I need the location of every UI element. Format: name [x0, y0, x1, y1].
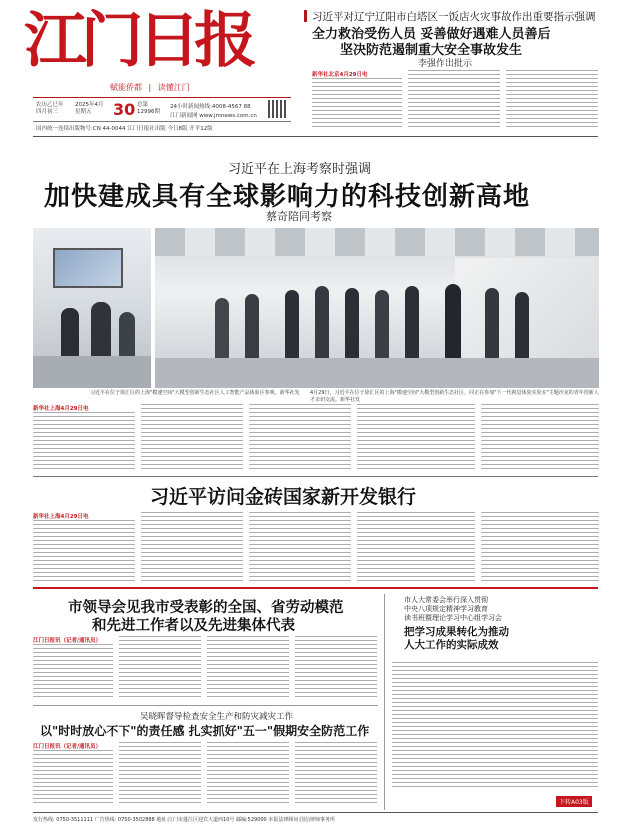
top-story-headline-1: 全力救治受伤人员 妥善做好遇难人员善后 [312, 27, 551, 42]
lead-photo-left [33, 228, 151, 388]
safety-col-3 [207, 742, 289, 806]
masthead-slogan: 赋能侨都 | 读懂江门 [110, 83, 190, 92]
safety-col-4 [295, 742, 377, 806]
masthead-title: 江门日报 [24, 6, 251, 76]
date-bar-divider [33, 121, 291, 122]
meeting-col-3 [207, 636, 289, 700]
publish-line: 国内统一连续出版物号:CN 44-0044 江门日报社出版 今日8版 开平12版 [36, 126, 213, 132]
lead-col-2 [141, 404, 243, 470]
side-headline: 把学习成果转化为推动 人大工作的实际成效 [404, 626, 509, 651]
lead-col-5 [481, 404, 599, 470]
photo-table [33, 356, 151, 388]
lead-photo-right [155, 228, 599, 388]
issue-number: 总第 12996期 [137, 102, 160, 115]
visit-col-2 [141, 512, 243, 582]
photo-figure [245, 294, 259, 362]
side-col-1 [392, 662, 598, 790]
solar-date: 2025年4月 星期五 [75, 102, 104, 115]
top-story-kicker: 习近平对辽宁辽阳市白塔区一饭店火灾事故作出重要指示强调 [312, 11, 596, 23]
visit-headline: 习近平访问金砖国家新开发银行 [150, 486, 417, 508]
lead-sub: 蔡奇陪同考察 [266, 210, 332, 223]
photo-figure [315, 286, 329, 360]
meeting-col-4 [295, 636, 377, 700]
visit-col-1 [33, 520, 135, 582]
visit-col-5 [481, 512, 599, 582]
photo-figure [215, 298, 229, 362]
photo-screen [53, 248, 123, 288]
photo-figure [485, 288, 499, 362]
lead-headline: 加快建成具有全球影响力的科技创新高地 [44, 182, 531, 212]
lead-col-4 [357, 404, 475, 470]
safety-col-2 [119, 742, 201, 806]
day-number: 30 [113, 100, 136, 119]
lead-col-1 [33, 412, 135, 470]
meeting-headline-1: 市领导会见我市受表彰的全国、省劳动模范 [68, 599, 344, 616]
top-story-sub: 李强作出批示 [418, 59, 473, 69]
meeting-headline-2: 和先进工作者以及先进集体代表 [92, 617, 295, 634]
visit-dateline: 新华社上海4月29日电 [33, 514, 89, 520]
side-column-divider [384, 594, 385, 810]
photo-figure [405, 286, 419, 360]
footer-text: 发行热线: 0750-3511111 广告热线: 0750-3502888 地址:江门市蓬江区迎宾大道西10号 邮编:529000 本报法律顾问:国信律师事务所 [33, 817, 336, 823]
photo-floor [155, 358, 599, 388]
safety-kicker: 吴晓晖督导检查安全生产和防灾减灾工作 [140, 712, 294, 722]
lead-kicker: 习近平在上海考察时强调 [228, 162, 372, 177]
visit-col-3 [249, 512, 351, 582]
top-story-dateline: 新华社北京4月29日电 [312, 72, 368, 78]
meeting-dateline: 江门日报讯（记者/通讯员） [33, 638, 102, 644]
top-story-mark [304, 10, 307, 22]
meeting-col-1 [33, 644, 113, 700]
safety-col-1 [33, 750, 113, 806]
side-turn[interactable]: 下转A03版 [556, 796, 592, 807]
photo-figure [285, 290, 299, 360]
photo-figure [345, 288, 359, 360]
footer-divider [33, 812, 598, 813]
top-story-col-2 [408, 70, 500, 128]
lead-caption-right: 4月29日，习近平在位于徐汇区的上海"模速空间"大模型创新生态社区，同正在参加"下一代视觉体验实验室"主题沙龙的青年创新人才亲切交流。新华社发 [310, 390, 599, 403]
lead-col-3 [249, 404, 351, 470]
section-divider-2 [33, 476, 598, 477]
top-story-col-1 [312, 78, 402, 128]
lead-caption-left: 习近平在位于徐汇区的上海"模速空间"大模型创新生态社区人工智能产品体验区参观。新华社发 [90, 390, 300, 396]
masthead-divider [33, 97, 291, 98]
section-divider-3 [33, 587, 598, 589]
visit-col-4 [357, 512, 475, 582]
section-divider-1 [33, 136, 598, 137]
top-story-col-3 [506, 70, 598, 128]
slogan-right: 读懂江门 [157, 83, 190, 92]
qr-code [268, 100, 286, 118]
side-kicker: 市人大常委会举行深入贯彻 中央八项规定精神学习教育 读书班暨理论学习中心组学习会 [404, 596, 502, 622]
safety-headline: 以"时时放心不下"的责任感 扎实抓好"五一"假期安全防范工作 [40, 724, 370, 738]
slogan-left: 赋能侨都 [110, 83, 142, 92]
top-story-headline-2: 坚决防范遏制重大安全事故发生 [340, 43, 523, 58]
photo-ceiling [155, 228, 599, 256]
safety-dateline: 江门日报讯（记者/通讯员） [33, 744, 102, 750]
photo-figure [445, 284, 461, 362]
lunar-date: 农历乙巳年 四月初三 [36, 102, 64, 115]
hotline: 24小时新闻热线:4008-4567 88 [170, 104, 251, 110]
section-divider-4 [33, 705, 378, 706]
lead-dateline: 新华社上海4月29日电 [33, 406, 89, 412]
meeting-col-2 [119, 636, 201, 700]
photo-figure [375, 290, 389, 360]
photo-figure [515, 292, 529, 362]
website: 江门新闻网 www.jmnews.com.cn [170, 113, 257, 119]
